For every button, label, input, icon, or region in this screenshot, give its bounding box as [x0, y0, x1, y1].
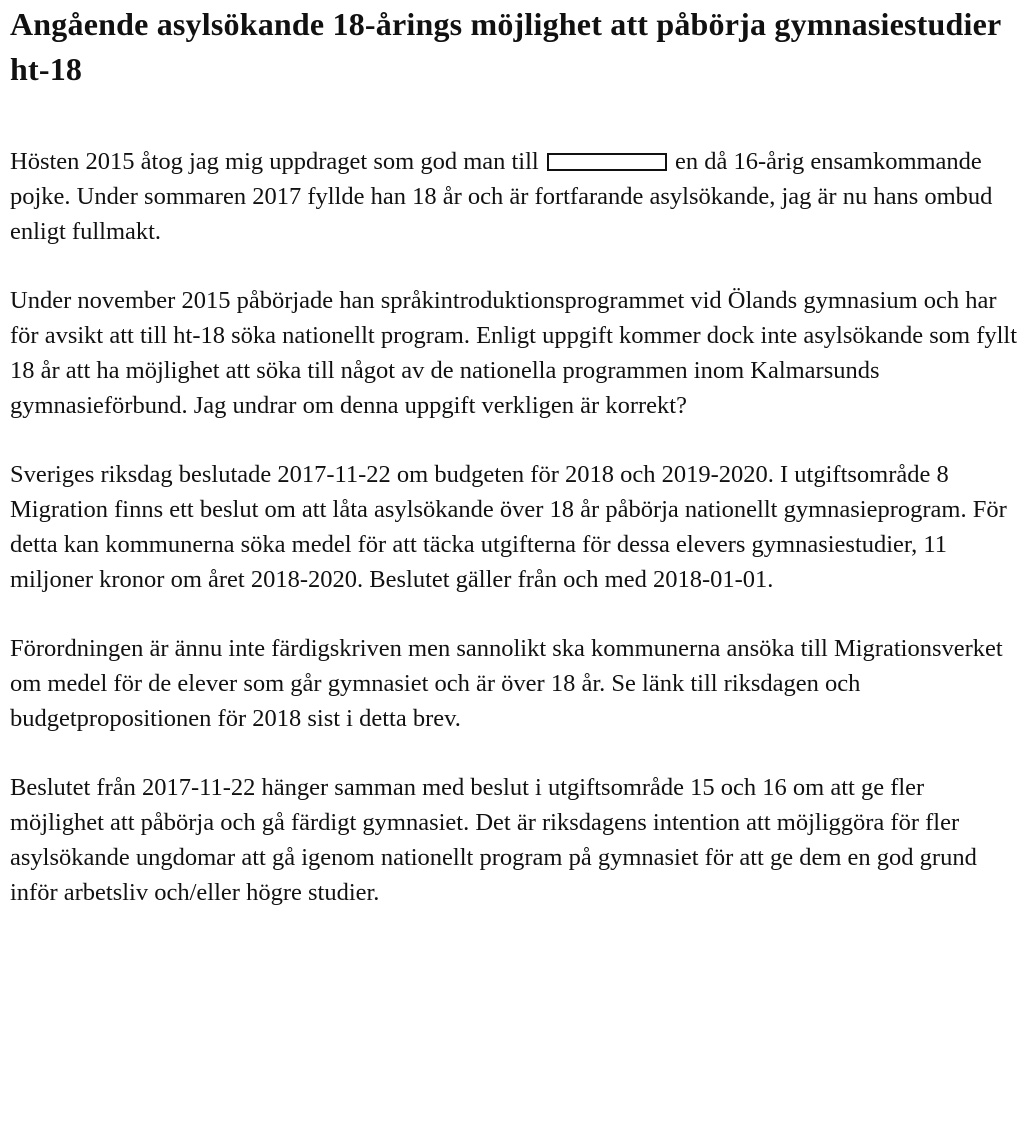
paragraph-1 — [10, 144, 1018, 249]
redacted-name-box — [547, 153, 667, 171]
paragraph-5: Beslutet från 2017-11-22 hänger samman med beslut i utgiftsområde 15 och 16 om att ge fler möjlighet att påbörja och gå färdigt gymnasiet. Det är riksdagens intention att möjliggöra för fler asylsökande ungdomar att gå igenom nationellt program på gymnasiet för att ge dem en god grund inför arbetsliv och/eller högre studier. — [10, 774, 977, 906]
paragraph-3: Sveriges riksdag beslutade 2017-11-22 om budgeten för 2018 och 2019-2020. I utgiftsområde 8 Migration finns ett beslut om att låta asylsökande över 18 år påbörja nationellt gymnasieprogram. För detta kan kommunerna söka medel för att täcka utgifterna för dessa elevers gymnasiestudier, 11 miljoner kronor om året 2018-2020. Beslutet gäller från och med 2018-01-01. — [10, 461, 1007, 593]
paragraph-1-start: Hösten 2015 åtog jag mig uppdraget som god man till — [10, 148, 545, 175]
paragraph-4: Förordningen är ännu inte färdigskriven men sannolikt ska kommunerna ansöka till Migrationsverket om medel för de elever som går gymnasiet och är över 18 år. Se länk till riksdagen och budgetpropositionen för 2018 sist i detta brev. — [10, 635, 1003, 732]
paragraph-1-end: en då 16-årig ensamkommande pojke. Under sommaren 2017 fyllde han 18 år och är fortfarande asylsökande, jag är nu hans ombud enligt fullmakt. — [10, 148, 993, 245]
letter-page — [10, 0, 1018, 910]
paragraph-2: Under november 2015 påbörjade han språkintroduktionsprogrammet vid Ölands gymnasium och har för avsikt att till ht-18 söka nationellt program. Enligt uppgift kommer dock inte asylsökande som fyllt 18 år att ha möjlighet att söka till något av de nationella programmen inom Kalmarsunds gymnasieförbund. Jag undrar om denna uppgift verkligen är korrekt? — [10, 287, 1018, 419]
letter-title: Angående asylsökande 18-årings möjlighet att påbörja gymnasiestudier ht-18 — [10, 6, 1001, 87]
